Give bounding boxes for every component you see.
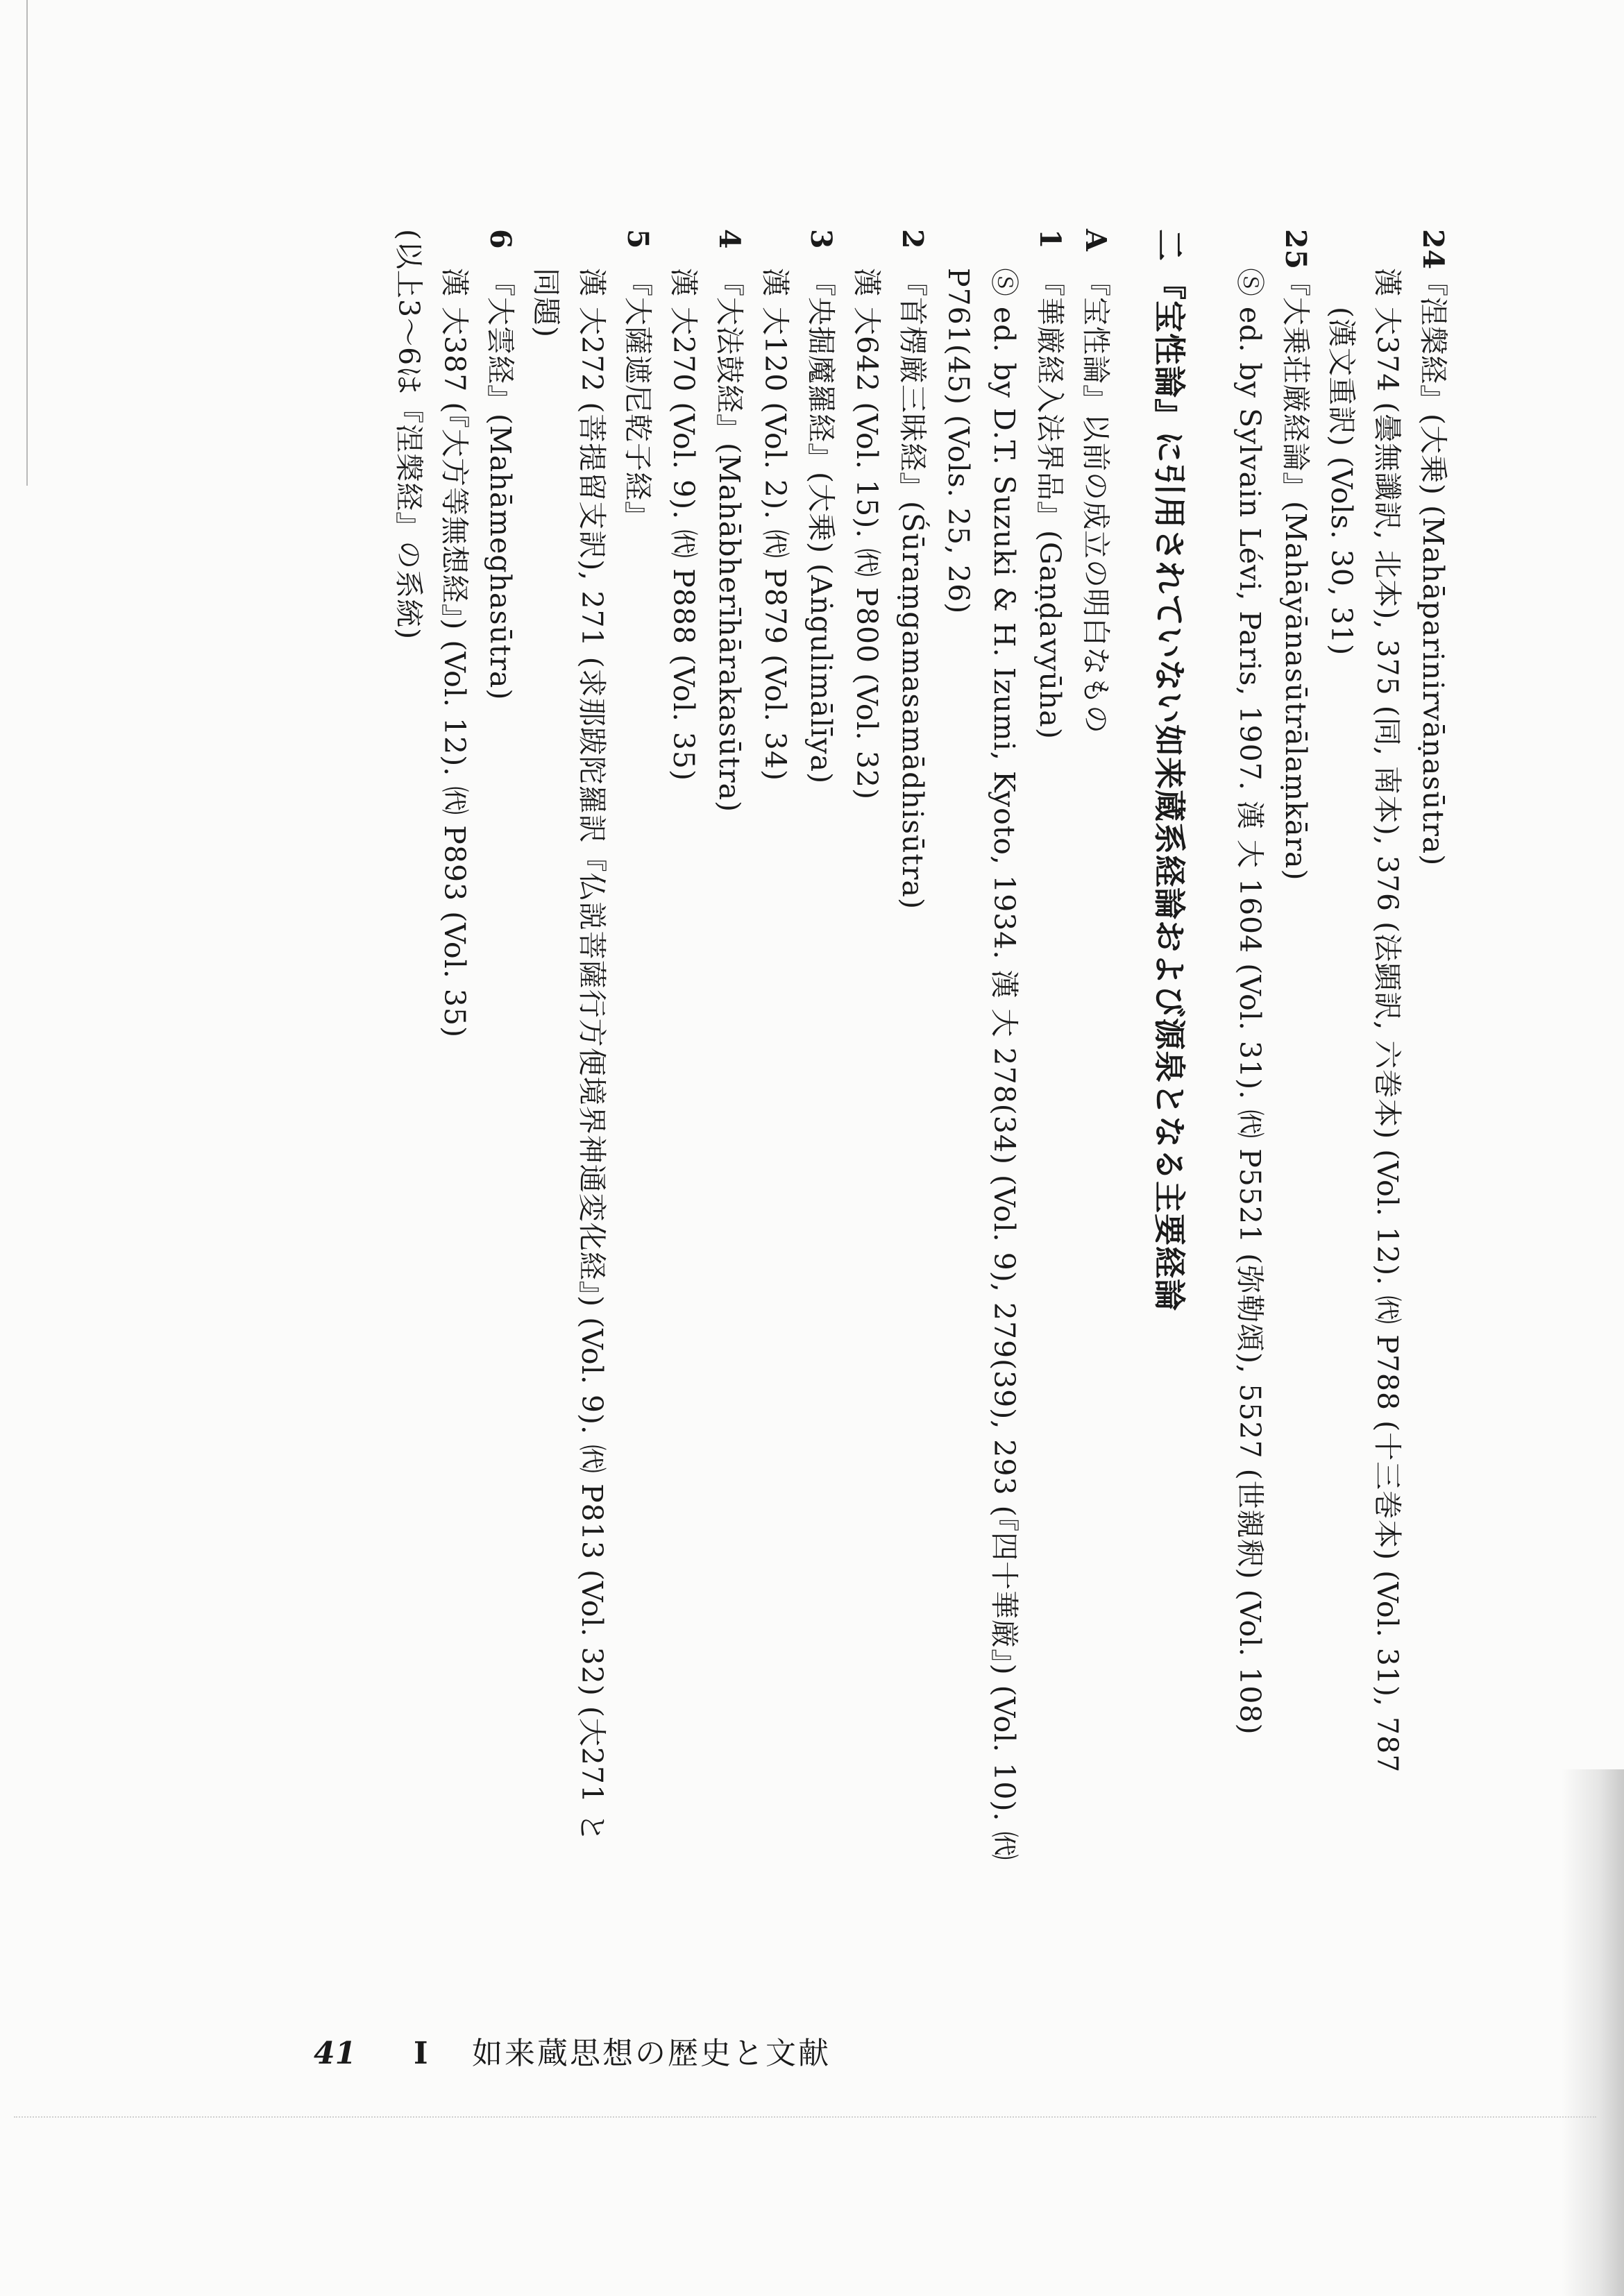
entry-text: 漢 大120 (Vol. 2). ㈹ P879 (Vol. 34) <box>759 268 792 781</box>
entry-24-title <box>1416 229 1450 866</box>
entry-number: 4 <box>713 229 746 250</box>
entry-text: 『首楞厳三昧経』(Śūraṃgamasamādhisūtra) <box>896 268 929 910</box>
entry-1-detail <box>987 229 1022 1861</box>
entry-25-detail <box>1233 229 1267 1735</box>
entry-text: 『大薩遮尼乾子経』 <box>621 268 654 530</box>
scan-dotted-line <box>14 2116 1596 2118</box>
entry-24-detail <box>1370 229 1405 1773</box>
entry-6-title <box>483 229 518 700</box>
entry-text: 『華厳経入法界品』(Gaṇḍavyūha) <box>1033 268 1067 740</box>
entry-number: 25 <box>1279 229 1312 271</box>
entry-3-detail <box>758 229 793 781</box>
entry-1-title <box>1033 229 1067 740</box>
entry-text: 『大法鼓経』(Mahābherīhārakasūtra) <box>713 268 746 813</box>
entry-number: 2 <box>896 229 929 250</box>
entry-text: 同題) <box>530 268 563 338</box>
subsection-title: 『宝性論』以前の成立の明白なもの <box>1079 268 1113 734</box>
entry-number: 1 <box>1033 229 1067 250</box>
section-title: 『宝性論』に引用されていない如来蔵系経論および源泉となる主要経論 <box>1151 268 1188 1311</box>
entry-2-title <box>895 229 930 910</box>
subsection-letter: A <box>1079 229 1113 252</box>
entry-4-detail <box>666 229 701 781</box>
subsection-heading-a <box>1079 229 1113 734</box>
entry-number: 3 <box>804 229 838 250</box>
entry-6-detail <box>437 229 472 1038</box>
section-number: 二 <box>1151 229 1188 262</box>
entry-text: (漢文重訳) (Vols. 30, 31) <box>1325 307 1358 656</box>
entry-1-detail-cont <box>941 229 976 614</box>
section-heading-2 <box>1152 229 1187 1311</box>
entry-25-title <box>1278 229 1313 881</box>
entry-5-detail-cont <box>529 229 564 338</box>
scan-edge-shadow <box>1562 1769 1624 2296</box>
entry-text: 漢 大374 (曇無讖訳, 北本), 375 (同, 南本), 376 (法顕訳, 六巻本) (Vol. 12). ㈹ P788 (十三巻本) (Vol. 31), 787 <box>1371 268 1404 1774</box>
entry-text: 『大雲経』(Mahāmeghasūtra) <box>484 268 517 701</box>
entry-5-detail <box>575 229 609 1842</box>
entry-text: 『央掘魔羅経』(大乗) (Aṅgulimālīya) <box>804 268 838 785</box>
entry-5-title <box>620 229 655 530</box>
running-title: 如来蔵思想の歴史と文献 <box>472 2036 831 2071</box>
entry-number: 5 <box>621 229 654 250</box>
entry-6-note <box>391 229 426 640</box>
entry-text: P761(45) (Vols. 25, 26) <box>942 268 975 615</box>
entry-text: 漢 大272 (菩提留支訳), 271 (求那跋陀羅訳『仏説菩薩行方便境界神通変化経』) (Vol. 9). ㈹ P813 (Vol. 32) (大271 と <box>575 268 609 1843</box>
entry-text: Ⓢ ed. by Sylvain Lévi, Paris, 1907. 漢 大 1604 (Vol. 31). ㈹ P5521 (弥勒頌), 5527 (世親釈) (Vol. 108) <box>1233 268 1267 1735</box>
entry-text: 漢 大270 (Vol. 9). ㈹ P888 (Vol. 35) <box>667 268 700 781</box>
entry-text: 漢 大642 (Vol. 15). ㈹ P800 (Vol. 32) <box>850 268 883 801</box>
part-number: I <box>414 2036 428 2071</box>
entry-24-detail-cont <box>1324 229 1359 656</box>
entry-number: 24 <box>1416 229 1450 271</box>
entry-text: (以上3〜6は『涅槃経』の系統) <box>392 229 425 640</box>
entry-text: 『涅槃経』(大乗) (Mahāparinirvāṇasūtra) <box>1416 268 1450 867</box>
page-number: 41 <box>314 2036 357 2071</box>
entry-text: Ⓢ ed. by D.T. Suzuki & H. Izumi, Kyoto, 1934. 漢 大 278(34) (Vol. 9), 279(39), 293 (『四十華厳』) (Vol. 10). ㈹ <box>988 268 1021 1861</box>
entry-3-title <box>804 229 838 784</box>
entry-number: 6 <box>484 229 517 250</box>
entry-2-detail <box>849 229 884 800</box>
entry-text: 漢 大387 (『大方等無想経』) (Vol. 12). ㈹ P893 (Vol. 35) <box>438 268 471 1039</box>
scan-margin-line <box>26 0 28 486</box>
rotated-text-block <box>271 229 1450 2068</box>
entry-4-title <box>712 229 747 813</box>
entry-text: 『大乗荘厳経論』(Mahāyānasūtrālaṃkāra) <box>1279 268 1312 881</box>
